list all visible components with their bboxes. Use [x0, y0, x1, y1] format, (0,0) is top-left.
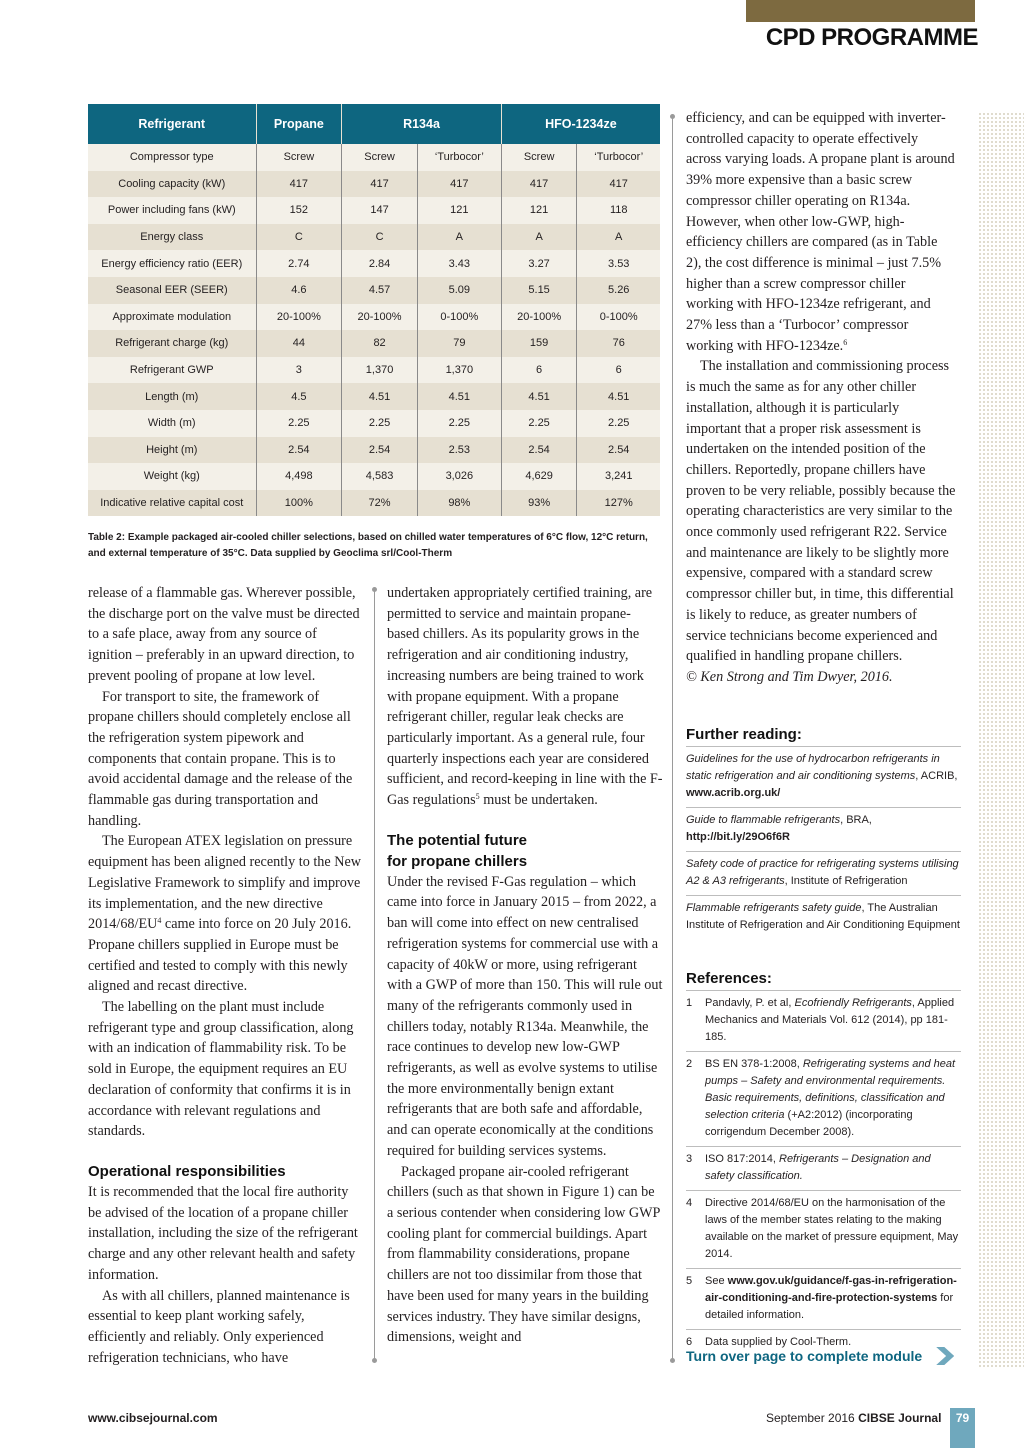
table-caption: Table 2: Example packaged air-cooled chiller selections, based on chilled water temperatures of 6°C flow, 12°C return, and external temperature of 35°C. Data supplied by Geoclima srl/Cool-Therm: [88, 532, 648, 559]
paragraph: As with all chillers, planned maintenance is essential to keep plant working safely, efficiently and reliably. Only experienced refrigeration technicians, who have: [88, 1287, 350, 1366]
row-label: Energy efficiency ratio (EER): [88, 250, 256, 277]
footnote-ref: 4: [157, 916, 162, 926]
table-cell: 1,370: [417, 357, 501, 384]
table-cell: Screw: [342, 144, 418, 171]
section-accent-bar: [746, 0, 975, 22]
table-cell: A: [577, 224, 660, 251]
table-cell: 159: [501, 330, 577, 357]
table-cell: 3,026: [417, 463, 501, 490]
article-column-3: [686, 108, 956, 688]
table-cell: 2.54: [577, 437, 660, 464]
paragraph: undertaken appropriately certified training, are permitted to service and maintain propane-based chillers. As its popularity grows in the refrigeration and air conditioning industry, increasing numbers are being trained to work with propane equipment. With a propane refrigerant chiller, regular leak checks are particularly important. As a general rule, four quarterly inspections each year are considered sufficient, and record-keeping in line with the F-Gas regulations$^5$ must be undertaken.: [387, 585, 663, 809]
table-row: [88, 490, 660, 517]
paragraph: Under the revised F-Gas regulation – which came into force in January 2015 – from 2022, a ban will come into effect on new centralised refrigeration systems for commercial use with a capacity of 40kW or more, using refrigerant with a GWP of more than 150. This will rule out many of the refrigerants commonly used in chillers today, notably R134a. Meanwhile, the race continues to develop new low-GWP refrigerants, as well as evolve systems to utilise the more environmentally benign extant refrigerants that are both safe and affordable, and can operate economically at the conditions required for building services systems.: [387, 873, 663, 1159]
reference-item: 2 BS EN 378-1:2008, Refrigerating systems and heat pumps – Safety and environmental requirements. Basic requirements, definitions, classification and selection criteria (+A2:2012) (incorporating corrigendum December 2008).: [686, 1052, 961, 1147]
paragraph: Packaged propane air-cooled refrigerant chillers (such as that shown in Figure 1) can be a serious contender when considering low GWP cooling plant for commercial buildings. Apart from flammability considerations, propane chillers are not too dissimilar from those that have been used for many years in the building services industry. They have similar designs, dimensions, weight and: [387, 1163, 660, 1346]
table-cell: 2.54: [342, 437, 418, 464]
further-reading-item: Safety code of practice for refrigerating systems utilising A2 & A3 refrigerants, Institute of Refrigeration: [686, 852, 961, 896]
reference-item: 5 See www.gov.uk/guidance/f-gas-in-refrigeration-air-conditioning-and-fire-protection-systems for detailed information.: [686, 1269, 961, 1330]
table-cell: 2.25: [256, 410, 342, 437]
page-number: 79: [950, 1408, 975, 1448]
table-row: [88, 250, 660, 277]
row-label: Indicative relative capital cost: [88, 490, 256, 517]
table-row: [88, 171, 660, 198]
table-cell: 2.25: [501, 410, 577, 437]
references-heading: References:: [686, 970, 961, 991]
table-cell: 5.09: [417, 277, 501, 304]
table-row: [88, 330, 660, 357]
table-cell: 4.5: [256, 383, 342, 410]
reference-number: 5: [686, 1275, 693, 1287]
column-divider: [672, 116, 673, 1361]
reference-number: 6: [686, 1336, 693, 1348]
header-r134a: R134a: [342, 104, 502, 144]
table-cell: Screw: [501, 144, 577, 171]
decorative-dot-strip: [978, 112, 1024, 1367]
table-cell: A: [501, 224, 577, 251]
reference-number: 4: [686, 1197, 693, 1209]
table-cell: 3,241: [577, 463, 660, 490]
table-cell: 1,370: [342, 357, 418, 384]
turn-over-link[interactable]: [686, 1347, 966, 1365]
table-row: [88, 224, 660, 251]
further-reading-link[interactable]: http://bit.ly/29O6f6R: [686, 831, 790, 843]
table-cell: 2.54: [256, 437, 342, 464]
table-cell: 4.57: [342, 277, 418, 304]
table-cell: 3.43: [417, 250, 501, 277]
table-cell: 4,583: [342, 463, 418, 490]
reference-link[interactable]: www.gov.uk/guidance/f-gas-in-refrigeration-air-conditioning-and-fire-protection-systems: [705, 1275, 957, 1304]
column-divider: [374, 589, 375, 1361]
row-label: Width (m): [88, 410, 256, 437]
table-row: [88, 437, 660, 464]
row-label: Height (m): [88, 437, 256, 464]
footer-issue: September 2016 CIBSE Journal: [766, 1411, 942, 1425]
table-cell: 2.84: [342, 250, 418, 277]
table-cell: 2.25: [342, 410, 418, 437]
table-cell: 93%: [501, 490, 577, 517]
table-cell: 2.54: [501, 437, 577, 464]
table-cell: 5.15: [501, 277, 577, 304]
table-cell: 72%: [342, 490, 418, 517]
table-cell: 417: [577, 171, 660, 198]
table-cell: 0-100%: [417, 304, 501, 331]
header-propane: Propane: [256, 104, 342, 144]
table-cell: 417: [501, 171, 577, 198]
reference-item: 4 Directive 2014/68/EU on the harmonisation of the laws of the member states relating to the making available on the market of pressure equipment, May 2014.: [686, 1191, 961, 1269]
reference-item: 3 ISO 817:2014, Refrigerants – Designation and safety classification.: [686, 1147, 961, 1191]
table-row: [88, 463, 660, 490]
table-cell: 118: [577, 197, 660, 224]
table-cell: 152: [256, 197, 342, 224]
row-label: Power including fans (kW): [88, 197, 256, 224]
reference-item: 6 Data supplied by Cool-Therm.: [686, 1330, 961, 1356]
table-cell: 2.74: [256, 250, 342, 277]
table-row: [88, 277, 660, 304]
paragraph: The labelling on the plant must include refrigerant type and group classification, along with an indication of flammability risk. To be sold in Europe, the equipment requires an EU declaration of conformity that confirms it is in accordance with relevant regulations and standards.: [88, 999, 354, 1140]
footnote-ref: 5: [475, 792, 480, 802]
article-column-1: [88, 583, 364, 1368]
footnote-ref: 6: [843, 337, 848, 347]
table-cell: 6: [577, 357, 660, 384]
table-cell: 4,498: [256, 463, 342, 490]
row-label: Compressor type: [88, 144, 256, 171]
table-cell: 3.53: [577, 250, 660, 277]
further-reading-item: Guide to flammable refrigerants, BRA, http://bit.ly/29O6f6R: [686, 808, 961, 852]
table-cell: 82: [342, 330, 418, 357]
table-row: [88, 144, 660, 171]
table-row: [88, 410, 660, 437]
table-row: [88, 304, 660, 331]
table-cell: 20-100%: [256, 304, 342, 331]
table-cell: 417: [256, 171, 342, 198]
table-cell: 4.51: [577, 383, 660, 410]
row-label: Weight (kg): [88, 463, 256, 490]
table-cell: C: [256, 224, 342, 251]
table-cell: 4.6: [256, 277, 342, 304]
copyright-line: © Ken Strong and Tim Dwyer, 2016.: [686, 668, 893, 685]
row-label: Approximate modulation: [88, 304, 256, 331]
reference-item: 1 Pandavly, P. et al, Ecofriendly Refrigerants, Applied Mechanics and Materials Vol. 612 (2014), pp 181-185.: [686, 991, 961, 1052]
table-cell: 4.51: [417, 383, 501, 410]
table-cell: 2.53: [417, 437, 501, 464]
table-cell: 4,629: [501, 463, 577, 490]
table-cell: 98%: [417, 490, 501, 517]
further-reading-heading: Further reading:: [686, 726, 961, 747]
table-cell: 4.51: [342, 383, 418, 410]
table-row: [88, 357, 660, 384]
paragraph: The European ATEX legislation on pressure equipment has been aligned recently to the New Legislative Framework to simplify and improve its implementation, and the new directive $2014/68/EU^4$ came into force on 20 July 2016. Propane chillers supplied in Europe must be certified and tested to comply with this newly aligned and recast directive.: [88, 833, 362, 995]
table-cell: 79: [417, 330, 501, 357]
article-column-2: [387, 583, 663, 1348]
table-cell: 0-100%: [577, 304, 660, 331]
table-cell: 44: [256, 330, 342, 357]
table-row: [88, 383, 660, 410]
table-cell: C: [342, 224, 418, 251]
table-cell: 76: [577, 330, 660, 357]
further-reading-item: Flammable refrigerants safety guide, The Australian Institute of Refrigeration and Air Conditioning Equipment: [686, 902, 960, 931]
table-cell: 20-100%: [501, 304, 577, 331]
paragraph: For transport to site, the framework of propane chillers should completely enclose all the refrigeration system pipework and components that contain propane. This is to avoid accidental damage and the release of the flammable gas during transportation and handling.: [88, 688, 353, 829]
further-reading-box: [686, 726, 961, 939]
table-cell: 2.25: [417, 410, 501, 437]
further-reading-item: Guidelines for the use of hydrocarbon refrigerants in static refrigeration and air conditioning systems, ACRIB, www.acrib.org.uk/: [686, 747, 961, 808]
reference-number: 1: [686, 997, 693, 1009]
table-cell: 2.25: [577, 410, 660, 437]
footer-website-link[interactable]: www.cibsejournal.com: [88, 1411, 218, 1425]
header-hfo1234ze: HFO-1234ze: [501, 104, 660, 144]
table-cell: 3: [256, 357, 342, 384]
section-title: CPD PROGRAMME: [765, 24, 978, 51]
table-header-row: [88, 104, 660, 144]
table-cell: 121: [501, 197, 577, 224]
turn-over-label[interactable]: Turn over page to complete module: [686, 1348, 923, 1364]
table-cell: 147: [342, 197, 418, 224]
section-heading-operational: Operational responsibilities: [88, 1162, 286, 1180]
further-reading-link[interactable]: www.acrib.org.uk/: [686, 787, 781, 799]
row-label: Length (m): [88, 383, 256, 410]
table-cell: 4.51: [501, 383, 577, 410]
paragraph: efficiency, and can be equipped with inverter-controlled capacity to operate effectively across varying loads. A propane plant is around 39% more expensive than a basic screw compressor chiller operating on R134a. However, when other low-GWP, high-efficiency chillers are compared (as in Table 2), the cost difference is minimal – just 7.5% higher than a screw compressor chiller working with HFO-1234ze refrigerant, and 27% less than a ‘Turbocor’ compressor working with HFO-1234ze.$^6$: [686, 110, 955, 354]
table-cell: 417: [417, 171, 501, 198]
chiller-spec-table: [88, 104, 660, 516]
section-heading-future: The potential future for propane chillers: [387, 831, 528, 870]
row-label: Refrigerant charge (kg): [88, 330, 256, 357]
table-cell: A: [417, 224, 501, 251]
table-cell: Screw: [256, 144, 342, 171]
table-cell: 121: [417, 197, 501, 224]
row-label: Energy class: [88, 224, 256, 251]
table-cell: ‘Turbocor’: [417, 144, 501, 171]
reference-number: 2: [686, 1058, 693, 1070]
table-cell: 20-100%: [342, 304, 418, 331]
table-cell: 417: [342, 171, 418, 198]
table-cell: 3.27: [501, 250, 577, 277]
reference-number: 3: [686, 1153, 693, 1165]
table-cell: ‘Turbocor’: [577, 144, 660, 171]
row-label: Cooling capacity (kW): [88, 171, 256, 198]
row-label: Refrigerant GWP: [88, 357, 256, 384]
table-cell: 100%: [256, 490, 342, 517]
paragraph: It is recommended that the local fire authority be advised of the location of a propane chiller installation, including the size of the refrigerant charge and any other relevant health and safety information.: [88, 1183, 358, 1283]
references-box: [686, 970, 961, 1356]
paragraph: release of a flammable gas. Wherever possible, the discharge port on the valve must be directed to a safe place, away from any source of ignition – preferably in an upward direction, to prevent pooling of propane at low level.: [88, 585, 360, 684]
table-cell: 127%: [577, 490, 660, 517]
header-refrigerant: Refrigerant: [88, 104, 256, 144]
row-label: Seasonal EER (SEER): [88, 277, 256, 304]
paragraph: The installation and commissioning process is much the same as for any other chiller installation, although it is particularly important that a proper risk assessment is undertaken on the intended position of the chillers. Reportedly, propane chillers have proven to be very reliable, possibly because the operating characteristics are very similar to the once commonly used refrigerant R22. Service and maintenance are likely to be slightly more expensive, compared with a standard screw compressor chiller but, in time, this differential is likely to reduce, as greater numbers of service technicians become experienced and qualified in handling propane chillers.: [686, 358, 956, 665]
table-cell: 6: [501, 357, 577, 384]
chevron-right-icon[interactable]: [936, 1347, 954, 1365]
table-row: [88, 197, 660, 224]
table-cell: 5.26: [577, 277, 660, 304]
